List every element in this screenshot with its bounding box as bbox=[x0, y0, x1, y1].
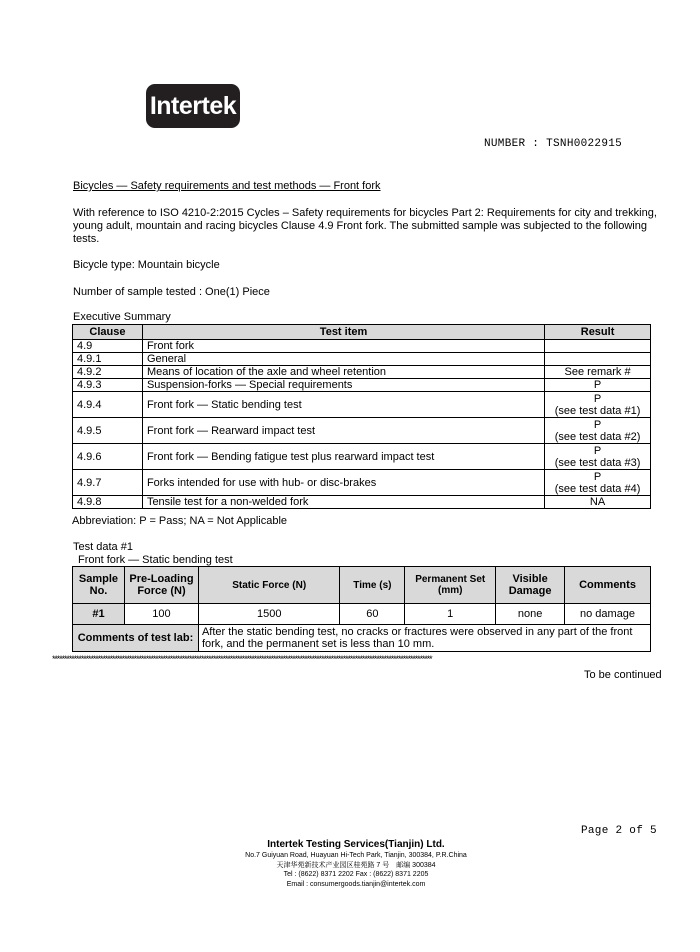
summary-caption: Executive Summary bbox=[73, 311, 171, 323]
summary-result-value: P bbox=[593, 379, 602, 391]
summary-row bbox=[73, 353, 651, 366]
summary-result bbox=[545, 444, 651, 470]
test-data-row bbox=[73, 604, 651, 625]
summary-result bbox=[545, 496, 651, 509]
summary-clause: 4.9.5 bbox=[73, 418, 143, 444]
summary-result-value: NA bbox=[589, 496, 606, 508]
summary-test-item: Front fork — Rearward impact test bbox=[142, 418, 544, 444]
intertek-logo: Intertek bbox=[146, 84, 240, 128]
summary-result-value: P bbox=[593, 392, 602, 405]
summary-row bbox=[73, 444, 651, 470]
summary-result-note: (see test data #4) bbox=[554, 482, 641, 495]
test-data-subtitle: Front fork — Static bending test bbox=[78, 554, 233, 566]
summary-row bbox=[73, 496, 651, 509]
cell-static-force: 1500 bbox=[198, 604, 340, 625]
summary-clause: 4.9.8 bbox=[73, 496, 143, 509]
header-time: Time (s) bbox=[340, 567, 405, 604]
summary-test-item: Tensile test for a non-welded fork bbox=[142, 496, 544, 509]
summary-clause: 4.9.7 bbox=[73, 470, 143, 496]
summary-header-row bbox=[73, 325, 651, 340]
footer-company: Intertek Testing Services(Tianjin) Ltd. bbox=[267, 839, 445, 850]
summary-row bbox=[73, 379, 651, 392]
summary-result-value: See remark # bbox=[564, 366, 631, 378]
summary-result bbox=[545, 470, 651, 496]
summary-result bbox=[545, 392, 651, 418]
summary-test-item: Forks intended for use with hub- or disc-brakes bbox=[142, 470, 544, 496]
summary-test-item: General bbox=[142, 353, 544, 366]
header-result: Result bbox=[545, 325, 651, 340]
summary-result-value: P bbox=[593, 470, 602, 483]
footer-address: No.7 Guiyuan Road, Huayuan Hi-Tech Park, Tianjin, 300384, P.R.China bbox=[245, 852, 467, 859]
summary-clause: 4.9 bbox=[73, 340, 143, 353]
summary-result-note: (see test data #2) bbox=[554, 430, 641, 443]
summary-test-item: Front fork bbox=[142, 340, 544, 353]
summary-row bbox=[73, 418, 651, 444]
document-heading: Bicycles — Safety requirements and test methods — Front fork bbox=[73, 180, 381, 192]
summary-result-value: P bbox=[593, 418, 602, 431]
cell-permanent-set: 1 bbox=[405, 604, 496, 625]
footer-address-cn: 天津华苑新技术产业园区桂苑路 7 号 邮编 300384 bbox=[276, 861, 436, 869]
cell-comments: no damage bbox=[565, 604, 651, 625]
intro-paragraph: With reference to ISO 4210-2:2015 Cycles – Safety requirements for bicycles Part 2: Requirements for city and trekking, young adult, mountain and racing bicycles Clause 4.9 Front fork. The submitted sample was subjected to the following tests. bbox=[73, 207, 657, 245]
header-clause: Clause bbox=[73, 325, 143, 340]
summary-result-value: P bbox=[593, 444, 602, 457]
test-data-title: Test data #1 bbox=[73, 541, 133, 553]
header-comments: Comments bbox=[565, 567, 651, 604]
summary-clause: 4.9.6 bbox=[73, 444, 143, 470]
summary-row bbox=[73, 470, 651, 496]
summary-test-item: Front fork — Static bending test bbox=[142, 392, 544, 418]
report-number: NUMBER : TSNH0022915 bbox=[484, 138, 623, 150]
cell-preloading-force: 100 bbox=[124, 604, 198, 625]
header-static-force: Static Force (N) bbox=[198, 567, 340, 604]
header-visible-damage: Visible Damage bbox=[496, 567, 565, 604]
comments-text: After the static bending test, no cracks or fractures were observed in any part of the front fork, and the permanent set is less than 10 mm. bbox=[198, 625, 650, 652]
comments-label: Comments of test lab: bbox=[73, 625, 199, 652]
to-be-continued: To be continued bbox=[584, 669, 662, 681]
summary-test-item: Front fork — Bending fatigue test plus rearward impact test bbox=[142, 444, 544, 470]
page-number: Page 2 of 5 bbox=[581, 825, 657, 837]
summary-clause: 4.9.3 bbox=[73, 379, 143, 392]
comments-row bbox=[73, 625, 651, 652]
summary-clause: 4.9.1 bbox=[73, 353, 143, 366]
footer-phone: Tel : (8622) 8371 2202 Fax : (8622) 8371 2205 bbox=[283, 871, 429, 878]
summary-result-note: (see test data #3) bbox=[554, 456, 641, 469]
summary-result-note: (see test data #1) bbox=[554, 404, 641, 417]
test-data-1-table bbox=[72, 566, 651, 652]
footer bbox=[200, 838, 512, 889]
executive-summary-table bbox=[72, 324, 651, 509]
cell-visible-damage: none bbox=[496, 604, 565, 625]
summary-result bbox=[545, 366, 651, 379]
header-test-item: Test item bbox=[142, 325, 544, 340]
summary-clause: 4.9.4 bbox=[73, 392, 143, 418]
abbreviation-note: Abbreviation: P = Pass; NA = Not Applicable bbox=[72, 515, 288, 527]
summary-result bbox=[545, 340, 651, 353]
cell-sample-no: #1 bbox=[73, 604, 125, 625]
summary-test-item: Suspension-forks — Special requirements bbox=[142, 379, 544, 392]
separator-line: ************************************************************************************************************************************************************** bbox=[52, 655, 432, 663]
footer-email: Email : consumergoods.tianjin@intertek.com bbox=[286, 880, 426, 888]
summary-result bbox=[545, 379, 651, 392]
summary-row bbox=[73, 366, 651, 379]
cell-time: 60 bbox=[340, 604, 405, 625]
summary-row bbox=[73, 392, 651, 418]
summary-result bbox=[545, 353, 651, 366]
summary-result bbox=[545, 418, 651, 444]
summary-row bbox=[73, 340, 651, 353]
bicycle-type: Bicycle type: Mountain bicycle bbox=[73, 259, 220, 271]
header-sample-no: Sample No. bbox=[73, 567, 125, 604]
header-preloading-force: Pre-Loading Force (N) bbox=[124, 567, 198, 604]
summary-clause: 4.9.2 bbox=[73, 366, 143, 379]
header-permanent-set: Permanent Set (mm) bbox=[405, 567, 496, 604]
sample-count: Number of sample tested : One(1) Piece bbox=[73, 286, 270, 298]
summary-test-item: Means of location of the axle and wheel retention bbox=[142, 366, 544, 379]
test-data-header-row bbox=[73, 567, 651, 604]
